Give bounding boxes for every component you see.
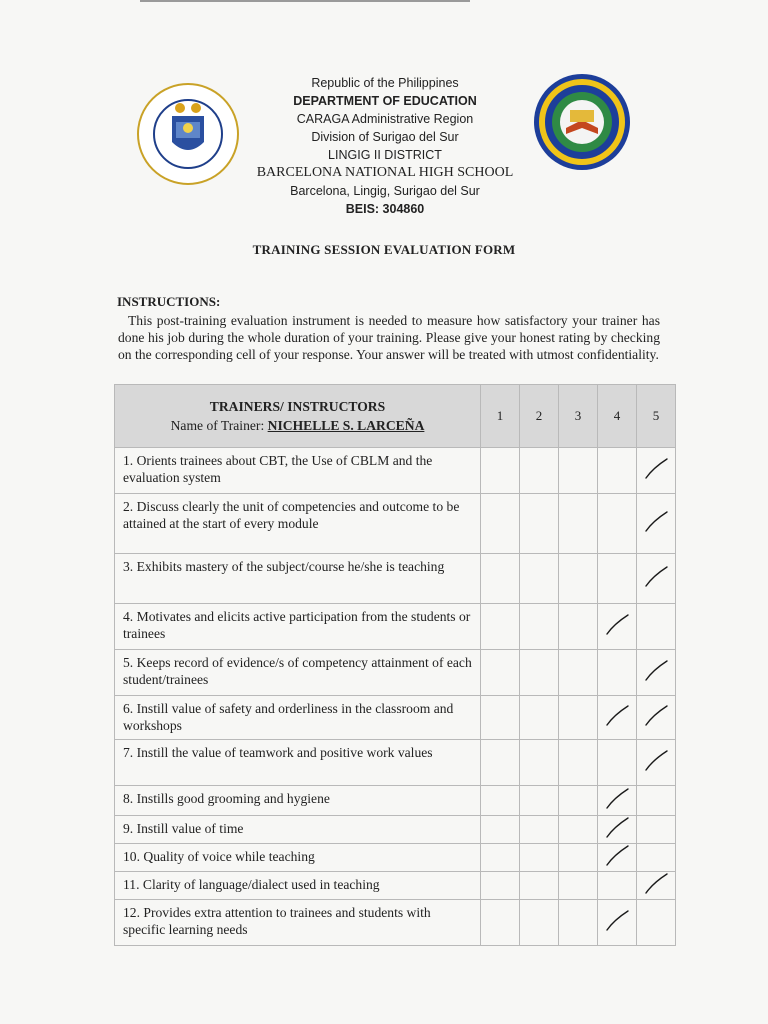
criteria-text-cell — [115, 816, 481, 844]
rating-cell-5[interactable] — [637, 604, 676, 650]
rating-cell-3[interactable] — [559, 604, 598, 650]
criteria-row — [115, 786, 676, 816]
rating-cell-3[interactable] — [559, 696, 598, 740]
rating-cell-4[interactable] — [598, 494, 637, 554]
rating-cell-2[interactable] — [520, 650, 559, 696]
criteria-number: 3. — [123, 559, 134, 574]
criteria-text: Keeps record of evidence/s of competency attainment of each student/trainees — [123, 655, 472, 687]
rating-cell-2[interactable] — [520, 900, 559, 946]
rating-cell-1[interactable] — [481, 696, 520, 740]
rating-cell-2[interactable] — [520, 740, 559, 786]
criteria-text-cell — [115, 786, 481, 816]
criteria-text: Provides extra attention to trainees and students with specific learning needs — [123, 905, 431, 937]
rating-cell-1[interactable] — [481, 448, 520, 494]
rating-cell-4[interactable] — [598, 448, 637, 494]
criteria-number: 8. — [123, 791, 134, 806]
criteria-number: 6. — [123, 701, 134, 716]
criteria-row — [115, 872, 676, 900]
rating-cell-5[interactable] — [637, 900, 676, 946]
rating-cell-1[interactable] — [481, 872, 520, 900]
criteria-number: 12. — [123, 905, 140, 920]
rating-cell-1[interactable] — [481, 494, 520, 554]
criteria-text-cell — [115, 872, 481, 900]
rating-cell-1[interactable] — [481, 786, 520, 816]
rating-cell-5[interactable] — [637, 494, 676, 554]
checkmark-icon — [643, 509, 669, 535]
criteria-text-cell — [115, 448, 481, 494]
header-line-division: Division of Surigao del Sur — [311, 130, 459, 144]
criteria-number: 10. — [123, 849, 140, 864]
rating-header-2: 2 — [520, 385, 559, 448]
checkmark-icon — [643, 658, 669, 684]
checkmark-icon — [643, 871, 669, 897]
rating-cell-2[interactable] — [520, 844, 559, 872]
criteria-row — [115, 696, 676, 740]
header-school-name: BARCELONA NATIONAL HIGH SCHOOL — [256, 165, 514, 180]
rating-cell-2[interactable] — [520, 604, 559, 650]
trainer-name: NICHELLE S. LARCEÑA — [267, 418, 425, 433]
criteria-row — [115, 448, 676, 494]
criteria-text-cell — [115, 604, 481, 650]
rating-cell-2[interactable] — [520, 554, 559, 604]
criteria-text: Instill value of safety and orderliness in the classroom and workshops — [123, 701, 454, 733]
rating-cell-3[interactable] — [559, 650, 598, 696]
rating-cell-3[interactable] — [559, 494, 598, 554]
header-line-republic: Republic of the Philippines — [311, 76, 459, 90]
criteria-row — [115, 844, 676, 872]
trainer-line — [171, 418, 425, 433]
criteria-text-cell — [115, 844, 481, 872]
rating-cell-1[interactable] — [481, 740, 520, 786]
header-line-district: LINGIG II DISTRICT — [328, 148, 442, 162]
rating-cell-3[interactable] — [559, 816, 598, 844]
rating-cell-5[interactable] — [637, 816, 676, 844]
criteria-text-cell — [115, 740, 481, 786]
criteria-row — [115, 494, 676, 554]
criteria-text: Motivates and elicits active participation from the students or trainees — [123, 609, 471, 641]
evaluation-table — [114, 384, 676, 946]
checkmark-icon — [643, 748, 669, 774]
criteria-number: 9. — [123, 821, 134, 836]
rating-cell-3[interactable] — [559, 900, 598, 946]
rating-cell-4[interactable] — [598, 604, 637, 650]
rating-cell-5[interactable] — [637, 554, 676, 604]
checkmark-icon — [604, 612, 630, 638]
rating-cell-3[interactable] — [559, 448, 598, 494]
rating-cell-5[interactable] — [637, 650, 676, 696]
rating-cell-4[interactable] — [598, 786, 637, 816]
instructions-heading: INSTRUCTIONS: — [117, 294, 221, 309]
rating-header-5: 5 — [637, 385, 676, 448]
criteria-row — [115, 740, 676, 786]
rating-cell-5[interactable] — [637, 740, 676, 786]
rating-cell-1[interactable] — [481, 604, 520, 650]
checkmark-icon — [604, 815, 630, 841]
deped-seal-icon — [136, 82, 240, 186]
checkmark-icon — [643, 564, 669, 590]
rating-cell-1[interactable] — [481, 816, 520, 844]
rating-cell-2[interactable] — [520, 494, 559, 554]
rating-header-4: 4 — [598, 385, 637, 448]
letterhead — [0, 72, 768, 222]
rating-cell-2[interactable] — [520, 786, 559, 816]
rating-cell-1[interactable] — [481, 900, 520, 946]
header-beis: BEIS: 304860 — [345, 202, 425, 216]
criteria-text: Discuss clearly the unit of competencies and outcome to be attained at the start of every module — [123, 499, 460, 531]
evaluation-table-header — [115, 385, 676, 448]
checkmark-icon — [604, 908, 630, 934]
criteria-header-title: TRAINERS/ INSTRUCTORS — [209, 399, 386, 414]
rating-cell-4[interactable] — [598, 740, 637, 786]
criteria-text-cell — [115, 696, 481, 740]
rating-cell-1[interactable] — [481, 650, 520, 696]
rating-cell-4[interactable] — [598, 816, 637, 844]
criteria-text: Instill value of time — [136, 821, 244, 836]
criteria-row — [115, 816, 676, 844]
rating-cell-4[interactable] — [598, 900, 637, 946]
rating-cell-5[interactable] — [637, 844, 676, 872]
criteria-number: 11. — [123, 877, 140, 892]
school-seal-icon — [532, 72, 632, 172]
form-title: TRAINING SESSION EVALUATION FORM — [252, 242, 516, 257]
criteria-row — [115, 650, 676, 696]
rating-cell-5[interactable] — [637, 872, 676, 900]
rating-cell-2[interactable] — [520, 816, 559, 844]
rating-cell-4[interactable] — [598, 554, 637, 604]
checkmark-icon — [604, 843, 630, 869]
header-line-department: DEPARTMENT OF EDUCATION — [293, 94, 477, 108]
criteria-number: 5. — [123, 655, 134, 670]
rating-cell-5[interactable] — [637, 448, 676, 494]
rating-header-3: 3 — [559, 385, 598, 448]
checkmark-icon — [604, 786, 630, 812]
criteria-text: Clarity of language/dialect used in teaching — [142, 877, 380, 892]
criteria-number: 4. — [123, 609, 134, 624]
rating-cell-2[interactable] — [520, 696, 559, 740]
header-address: Barcelona, Lingig, Surigao del Sur — [290, 184, 480, 198]
criteria-row — [115, 604, 676, 650]
rating-cell-4[interactable] — [598, 872, 637, 900]
rating-header-1: 1 — [481, 385, 520, 448]
trainer-label: Name of Trainer: — [170, 418, 265, 433]
rating-cell-3[interactable] — [559, 844, 598, 872]
top-scan-rule — [140, 0, 470, 2]
rating-cell-3[interactable] — [559, 740, 598, 786]
criteria-text-cell — [115, 650, 481, 696]
rating-cell-4[interactable] — [598, 696, 637, 740]
checkmark-icon — [604, 703, 630, 729]
criteria-text: Quality of voice while teaching — [143, 849, 315, 864]
criteria-text-cell — [115, 900, 481, 946]
criteria-number: 1. — [123, 453, 134, 468]
rating-cell-3[interactable] — [559, 786, 598, 816]
criteria-text-cell — [115, 494, 481, 554]
criteria-text: Orients trainees about CBT, the Use of CBLM and the evaluation system — [123, 453, 433, 485]
rating-cell-5[interactable] — [637, 696, 676, 740]
rating-cell-2[interactable] — [520, 872, 559, 900]
criteria-text: Exhibits mastery of the subject/course he/she is teaching — [136, 559, 445, 574]
criteria-row — [115, 900, 676, 946]
rating-cell-1[interactable] — [481, 554, 520, 604]
rating-cell-4[interactable] — [598, 844, 637, 872]
criteria-text: Instill the value of teamwork and positive work values — [136, 745, 433, 760]
header-line-region: CARAGA Administrative Region — [296, 112, 474, 126]
rating-cell-4[interactable] — [598, 650, 637, 696]
checkmark-icon — [643, 703, 669, 729]
rating-cell-1[interactable] — [481, 844, 520, 872]
rating-cell-3[interactable] — [559, 554, 598, 604]
instructions-body: This post-training evaluation instrument is needed to measure how satisfactory your trainer has done his job during the whole duration of your training. Please give your honest rating by checking on the corresponding cell of your response. Your answer will be treated with utmost confidentiality. — [118, 313, 660, 362]
rating-cell-5[interactable] — [637, 786, 676, 816]
criteria-number: 2. — [123, 499, 134, 514]
criteria-number: 7. — [123, 745, 134, 760]
criteria-row — [115, 554, 676, 604]
rating-cell-3[interactable] — [559, 872, 598, 900]
criteria-text-cell — [115, 554, 481, 604]
criteria-header — [115, 385, 481, 448]
rating-cell-2[interactable] — [520, 448, 559, 494]
checkmark-icon — [643, 456, 669, 482]
criteria-text: Instills good grooming and hygiene — [136, 791, 330, 806]
